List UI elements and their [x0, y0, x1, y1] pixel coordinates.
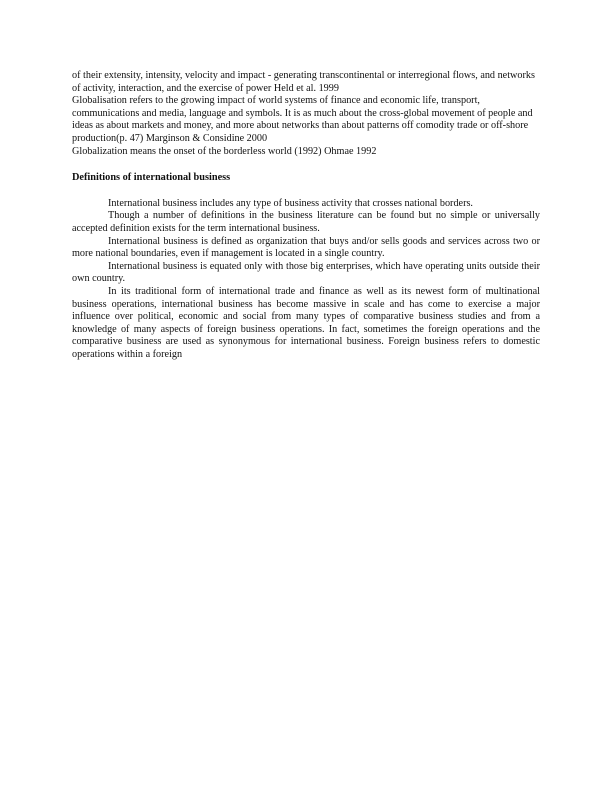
globalisation-definitions: [72, 70, 540, 158]
paragraph: International business is defined as organization that buys and/or sells goods and services across two or more national boundaries, even if management is located in a single country.: [72, 235, 540, 260]
paragraph: International business is equated only with those big enterprises, which have operating units outside their own country.: [72, 260, 540, 285]
paragraph: International business includes any type of business activity that crosses national borders.: [108, 197, 473, 209]
definition-ohmae: Globalization means the onset of the borderless world (1992) Ohmae 1992: [72, 145, 377, 157]
definition-held: of their extensity, intensity, velocity and impact - generating transcontinental or interregional flows, and networks of activity, interaction, and the exercise of power Held et al. 1999: [72, 70, 535, 94]
paragraph: In its traditional form of international trade and finance as well as its newest form of multinational business operations, international business has become massive in scale and has come to exercise a major influence over political, economic and social from many types of comparative business studies and from a knowledge of many aspects of foreign business operations. In fact, sometimes the foreign operations and the comparative business are used as synonymous for international business. Foreign business refers to domestic operations within a foreign: [72, 285, 540, 360]
international-business-paragraphs: [72, 198, 540, 362]
section-heading: Definitions of international business: [72, 172, 231, 184]
document-page: [72, 70, 540, 361]
paragraph: Though a number of definitions in the business literature can be found but no simple or universally accepted definition exists for the term international business.: [72, 210, 540, 234]
definition-marginson: Globalisation refers to the growing impact of world systems of finance and economic life, transport, communications and media, language and symbols. It is as much about the cross-global movement of people and ideas as about markets and money, and more about networks than about patterns off comodity trade or off-shore production(p. 47) Marginson & Considine 2000: [72, 95, 533, 144]
